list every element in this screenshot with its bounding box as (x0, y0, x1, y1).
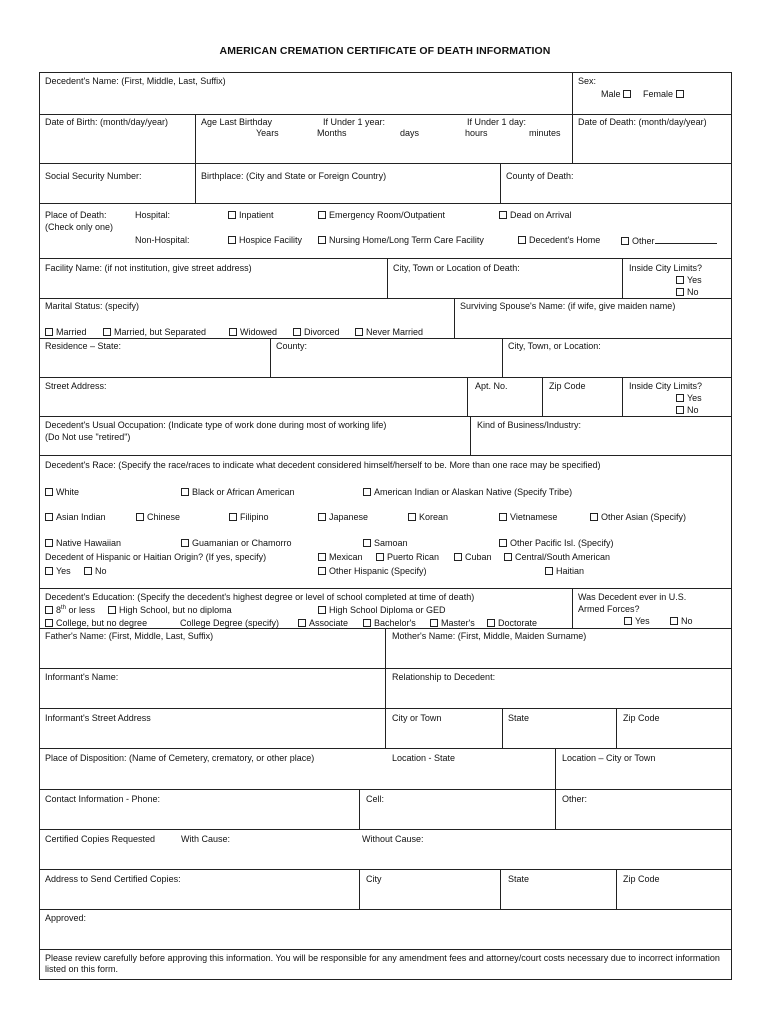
married-checkbox[interactable] (45, 328, 53, 336)
armed-forces-yes-label: Yes (635, 616, 650, 626)
hispanic-yes-option[interactable] (45, 566, 71, 577)
kind-of-business-label: Kind of Business/Industry: (477, 420, 582, 430)
divider (39, 455, 732, 456)
eighth-or-less-checkbox[interactable] (45, 606, 53, 614)
puerto-rican-option[interactable] (376, 552, 439, 563)
minutes-label: minutes (529, 128, 561, 138)
race-samoan-checkbox[interactable] (363, 539, 371, 547)
other-hispanic-checkbox[interactable] (318, 567, 326, 575)
divider (454, 298, 455, 338)
divider (616, 869, 617, 909)
doctorate-label: Doctorate (498, 618, 538, 628)
race-asian-indian-label: Asian Indian (56, 512, 106, 522)
race-native-american-option[interactable] (363, 487, 572, 498)
race-korean-checkbox[interactable] (408, 513, 416, 521)
hours-label: hours (465, 128, 488, 138)
relationship-label: Relationship to Decedent: (392, 672, 496, 682)
hospice-label: Hospice Facility (239, 235, 303, 245)
no-label: No (687, 405, 699, 415)
associate-label: Associate (309, 618, 349, 628)
bachelors-label: Bachelor's (374, 618, 416, 628)
disposition-label: Place of Disposition: (Name of Cemetery, crematory, or other place) (45, 753, 315, 763)
apt-no-label: Apt. No. (475, 381, 508, 391)
nursing-home-checkbox[interactable] (318, 236, 326, 244)
race-samoan-option[interactable] (363, 538, 408, 549)
puerto-rican-checkbox[interactable] (376, 553, 384, 561)
never-married-label: Never Married (366, 327, 424, 337)
yes-label: Yes (687, 275, 702, 285)
divider (572, 588, 573, 628)
race-black-checkbox[interactable] (181, 488, 189, 496)
under-1-year-label: If Under 1 year: (323, 117, 386, 127)
er-outpatient-option[interactable] (318, 210, 445, 221)
bachelors-checkbox[interactable] (363, 619, 371, 627)
form-title: AMERICAN CREMATION CERTIFICATE OF DEATH INFORMATION (219, 45, 551, 57)
hs-diploma-option[interactable] (318, 605, 446, 616)
certified-copies-label: Certified Copies Requested (45, 834, 156, 844)
er-outpatient-checkbox[interactable] (318, 211, 326, 219)
race-white-checkbox[interactable] (45, 488, 53, 496)
doa-label: Dead on Arrival (510, 210, 572, 220)
puerto-rican-label: Puerto Rican (387, 552, 440, 562)
divider (470, 416, 471, 455)
haitian-label: Haitian (556, 566, 585, 576)
race-native-american-checkbox[interactable] (363, 488, 371, 496)
armed-forces-yes-option[interactable] (624, 616, 650, 627)
education-label: Decedent's Education: (Specify the decedent's highest degree or level of school completed at time of death) (45, 592, 475, 602)
hospice-checkbox[interactable] (228, 236, 236, 244)
divider (39, 258, 732, 259)
days-label: days (400, 128, 420, 138)
married-option[interactable] (45, 327, 87, 338)
doa-option[interactable] (499, 210, 572, 221)
residence-city-label: City, Town, or Location: (508, 341, 601, 351)
divider (359, 869, 360, 909)
send-address-label: Address to Send Certified Copies: (45, 874, 181, 884)
divider (39, 748, 732, 749)
disposition-city-label: Location – City or Town (562, 753, 656, 763)
college-degree-label: College Degree (specify) (180, 618, 280, 628)
zip-code-label: Zip Code (549, 381, 586, 391)
under-1-day-label: If Under 1 day: (467, 117, 527, 127)
with-cause-label: With Cause: (181, 834, 231, 844)
divider (39, 338, 732, 339)
divider (359, 789, 360, 829)
race-vietnamese-checkbox[interactable] (499, 513, 507, 521)
college-no-degree-checkbox[interactable] (45, 619, 53, 627)
mexican-label: Mexican (329, 552, 363, 562)
other-place-checkbox[interactable] (621, 237, 629, 245)
disposition-state-label: Location - State (392, 753, 456, 763)
race-black-option[interactable] (181, 487, 295, 498)
eighth-suffix: th (61, 605, 67, 611)
masters-checkbox[interactable] (430, 619, 438, 627)
race-native-hawaiian-checkbox[interactable] (45, 539, 53, 547)
check-only-one-note: (Check only one) (45, 222, 114, 232)
eighth-rest: or less (66, 605, 96, 615)
hs-diploma-checkbox[interactable] (318, 606, 326, 614)
doctorate-checkbox[interactable] (487, 619, 495, 627)
er-outpatient-label: Emergency Room/Outpatient (329, 210, 446, 220)
hs-no-diploma-label: High School, but no diploma (119, 605, 232, 615)
birthplace-label: Birthplace: (City and State or Foreign Country) (201, 171, 387, 181)
associate-checkbox[interactable] (298, 619, 306, 627)
occupation-label: Decedent's Usual Occupation: (Indicate type of work done during most of working life) (45, 420, 387, 430)
race-korean-option[interactable] (408, 512, 448, 523)
divorced-label: Divorced (304, 327, 340, 337)
widowed-option[interactable] (229, 327, 277, 338)
armed-forces-label-2: Armed Forces? (578, 604, 640, 614)
race-white-option[interactable] (45, 487, 79, 498)
father-name-label: Father's Name: (First, Middle, Last, Suffix) (45, 631, 214, 641)
married-separated-label: Married, but Separated (114, 327, 207, 337)
divider (542, 377, 543, 416)
bachelors-option[interactable] (363, 618, 416, 629)
never-married-checkbox[interactable] (355, 328, 363, 336)
non-hospital-label: Non-Hospital: (135, 235, 190, 245)
street-address-label: Street Address: (45, 381, 107, 391)
divider (387, 258, 388, 298)
place-of-death-label: Place of Death: (45, 210, 107, 220)
race-asian-indian-option[interactable] (45, 512, 106, 523)
inside-city-yes-checkbox[interactable] (676, 276, 684, 284)
race-black-label: Black or African American (192, 487, 295, 497)
hispanic-no-option[interactable] (84, 566, 107, 577)
race-chinese-checkbox[interactable] (136, 513, 144, 521)
decedent-name-label: Decedent's Name: (First, Middle, Last, Suffix) (45, 76, 226, 86)
inside-city-yes-checkbox-2[interactable] (676, 394, 684, 402)
race-other-asian-checkbox[interactable] (590, 513, 598, 521)
race-other-asian-label: Other Asian (Specify) (601, 512, 687, 522)
married-separated-checkbox[interactable] (103, 328, 111, 336)
other-place-blank[interactable] (655, 235, 717, 244)
decedents-home-option[interactable] (518, 235, 600, 246)
no-label: No (687, 287, 699, 297)
send-state-label: State (508, 874, 530, 884)
race-filipino-option[interactable] (229, 512, 269, 523)
race-filipino-checkbox[interactable] (229, 513, 237, 521)
divider (39, 114, 732, 115)
divider (39, 829, 732, 830)
masters-label: Master's (441, 618, 475, 628)
haitian-option[interactable] (545, 566, 584, 577)
armed-forces-no-label: No (681, 616, 693, 626)
hs-diploma-label: High School Diploma or GED (329, 605, 446, 615)
facility-name-label: Facility Name: (if not institution, give street address) (45, 263, 252, 273)
male-checkbox[interactable] (623, 90, 631, 98)
city-of-death-label: City, Town or Location of Death: (393, 263, 520, 273)
race-native-hawaiian-label: Native Hawaiian (56, 538, 122, 548)
race-korean-label: Korean (419, 512, 449, 522)
approved-label: Approved: (45, 913, 87, 923)
eighth-number: 8 (56, 605, 62, 615)
race-label: Decedent's Race: (Specify the race/races to indicate what decedent considered himself/herself to be. More than one race may be specified) (45, 460, 601, 470)
race-guamanian-option[interactable] (181, 538, 292, 549)
divider (622, 258, 623, 298)
marital-status-label: Marital Status: (specify) (45, 301, 140, 311)
other-place-label: Other (632, 236, 655, 246)
eighth-or-less-label (56, 605, 95, 615)
informant-state-label: State (508, 713, 530, 723)
armed-forces-yes-checkbox[interactable] (624, 617, 632, 625)
race-japanese-option[interactable] (318, 512, 368, 523)
race-japanese-label: Japanese (329, 512, 369, 522)
race-chinese-label: Chinese (147, 512, 181, 522)
central-south-american-label: Central/South American (515, 552, 611, 562)
divider (39, 377, 732, 378)
inside-city-yes-option[interactable] (676, 275, 702, 286)
divider (572, 72, 573, 114)
divider (385, 628, 386, 748)
mother-name-label: Mother's Name: (First, Middle, Maiden Surname) (392, 631, 587, 641)
central-south-american-option[interactable] (504, 552, 610, 563)
divider (555, 789, 556, 829)
divider (39, 949, 732, 950)
race-chinese-option[interactable] (136, 512, 180, 523)
divider (502, 708, 503, 748)
hospital-label: Hospital: (135, 210, 171, 220)
other-hispanic-label: Other Hispanic (Specify) (329, 566, 427, 576)
race-guamanian-checkbox[interactable] (181, 539, 189, 547)
divider (39, 909, 732, 910)
send-zip-label: Zip Code (623, 874, 660, 884)
armed-forces-label-1: Was Decedent ever in U.S. (578, 592, 687, 602)
decedents-home-label: Decedent's Home (529, 235, 601, 245)
divider (39, 789, 732, 790)
divider (39, 203, 732, 204)
informant-name-label: Informant's Name: (45, 672, 119, 682)
inside-city-no-checkbox[interactable] (676, 288, 684, 296)
nursing-home-label: Nursing Home/Long Term Care Facility (329, 235, 484, 245)
divider (500, 869, 501, 909)
cuban-option[interactable] (454, 552, 492, 563)
inpatient-checkbox[interactable] (228, 211, 236, 219)
divider (270, 338, 271, 377)
inside-city-no-checkbox-2[interactable] (676, 406, 684, 414)
divider (500, 163, 501, 203)
hispanic-yes-checkbox[interactable] (45, 567, 53, 575)
nursing-home-option[interactable] (318, 235, 484, 246)
age-label: Age Last Birthday (201, 117, 273, 127)
inside-city-limits-label: Inside City Limits? (629, 263, 703, 273)
divider (39, 588, 732, 589)
married-separated-option[interactable] (103, 327, 206, 338)
ssn-label: Social Security Number: (45, 171, 142, 181)
divider (39, 416, 732, 417)
divorced-option[interactable] (293, 327, 340, 338)
residence-state-label: Residence – State: (45, 341, 122, 351)
male-label: Male (601, 89, 621, 99)
race-native-hawaiian-option[interactable] (45, 538, 121, 549)
armed-forces-no-option[interactable] (670, 616, 693, 627)
divider (555, 748, 556, 789)
inpatient-label: Inpatient (239, 210, 274, 220)
race-other-pacific-option[interactable] (499, 538, 614, 549)
never-married-option[interactable] (355, 327, 423, 338)
divider (572, 114, 573, 163)
surviving-spouse-label: Surviving Spouse's Name: (if wife, give maiden name) (460, 301, 676, 311)
divider (622, 377, 623, 416)
hospice-option[interactable] (228, 235, 302, 246)
divider (195, 163, 196, 203)
doa-checkbox[interactable] (499, 211, 507, 219)
divorced-checkbox[interactable] (293, 328, 301, 336)
married-label: Married (56, 327, 87, 337)
college-no-degree-option[interactable] (45, 618, 147, 629)
sex-female-option[interactable] (643, 89, 687, 100)
contact-phone-label: Contact Information - Phone: (45, 794, 161, 804)
divider (195, 114, 196, 163)
hs-no-diploma-option[interactable] (108, 605, 232, 616)
disclaimer-text: Please review carefully before approving this information. You will be responsible for any amendment fees and attorney/court costs necessary due to incorrect information listed on this form. (45, 953, 720, 974)
sex-male-option[interactable] (601, 89, 634, 100)
hispanic-no-checkbox[interactable] (84, 567, 92, 575)
mexican-option[interactable] (318, 552, 363, 563)
sex-label: Sex: (578, 76, 597, 86)
race-japanese-checkbox[interactable] (318, 513, 326, 521)
doctorate-option[interactable] (487, 618, 537, 629)
residence-county-label: County: (276, 341, 308, 351)
race-filipino-label: Filipino (240, 512, 269, 522)
mexican-checkbox[interactable] (318, 553, 326, 561)
cuban-label: Cuban (465, 552, 492, 562)
race-vietnamese-label: Vietnamese (510, 512, 558, 522)
other-hispanic-option[interactable] (318, 566, 427, 577)
cuban-checkbox[interactable] (454, 553, 462, 561)
race-guamanian-label: Guamanian or Chamorro (192, 538, 292, 548)
yes-label: Yes (687, 393, 702, 403)
hs-no-diploma-checkbox[interactable] (108, 606, 116, 614)
race-white-label: White (56, 487, 80, 497)
inpatient-option[interactable] (228, 210, 274, 221)
inside-city-no-option[interactable] (676, 287, 699, 298)
dob-label: Date of Birth: (month/day/year) (45, 117, 169, 127)
divider (39, 869, 732, 870)
divider (502, 338, 503, 377)
send-city-label: City (366, 874, 382, 884)
age-years-label: Years (256, 128, 279, 138)
race-samoan-label: Samoan (374, 538, 408, 548)
eighth-or-less-option[interactable] (45, 605, 95, 616)
haitian-checkbox[interactable] (545, 567, 553, 575)
divider (467, 377, 468, 416)
race-other-pacific-label: Other Pacific Isl. (Specify) (510, 538, 614, 548)
inside-city-yes-option-2[interactable] (676, 393, 702, 404)
hispanic-no-label: No (95, 566, 107, 576)
college-no-degree-label: College, but no degree (56, 618, 148, 628)
masters-option[interactable] (430, 618, 475, 629)
race-other-pacific-checkbox[interactable] (499, 539, 507, 547)
divider (39, 298, 732, 299)
decedents-home-checkbox[interactable] (518, 236, 526, 244)
divider (39, 163, 732, 164)
dod-label: Date of Death: (month/day/year) (578, 117, 707, 127)
race-native-american-label: American Indian or Alaskan Native (Specify Tribe) (374, 487, 573, 497)
inside-city-no-option-2[interactable] (676, 405, 699, 416)
informant-city-label: City or Town (392, 713, 442, 723)
race-vietnamese-option[interactable] (499, 512, 557, 523)
without-cause-label: Without Cause: (362, 834, 424, 844)
widowed-checkbox[interactable] (229, 328, 237, 336)
informant-zip-label: Zip Code (623, 713, 660, 723)
inside-city-limits-label-2: Inside City Limits? (629, 381, 703, 391)
race-other-asian-option[interactable] (590, 512, 686, 523)
county-of-death-label: County of Death: (506, 171, 574, 181)
female-checkbox[interactable] (676, 90, 684, 98)
hispanic-yes-label: Yes (56, 566, 71, 576)
divider (616, 708, 617, 748)
central-south-american-checkbox[interactable] (504, 553, 512, 561)
cell-label: Cell: (366, 794, 385, 804)
months-label: Months (317, 128, 347, 138)
other-place-option[interactable] (621, 235, 717, 247)
widowed-label: Widowed (240, 327, 278, 337)
armed-forces-no-checkbox[interactable] (670, 617, 678, 625)
associate-option[interactable] (298, 618, 348, 629)
occupation-note: (Do Not use "retired") (45, 432, 131, 442)
informant-address-label: Informant's Street Address (45, 713, 151, 723)
other-contact-label: Other: (562, 794, 588, 804)
female-label: Female (643, 89, 674, 99)
race-asian-indian-checkbox[interactable] (45, 513, 53, 521)
hispanic-origin-label: Decedent of Hispanic or Haitian Origin? (If yes, specify) (45, 552, 267, 562)
